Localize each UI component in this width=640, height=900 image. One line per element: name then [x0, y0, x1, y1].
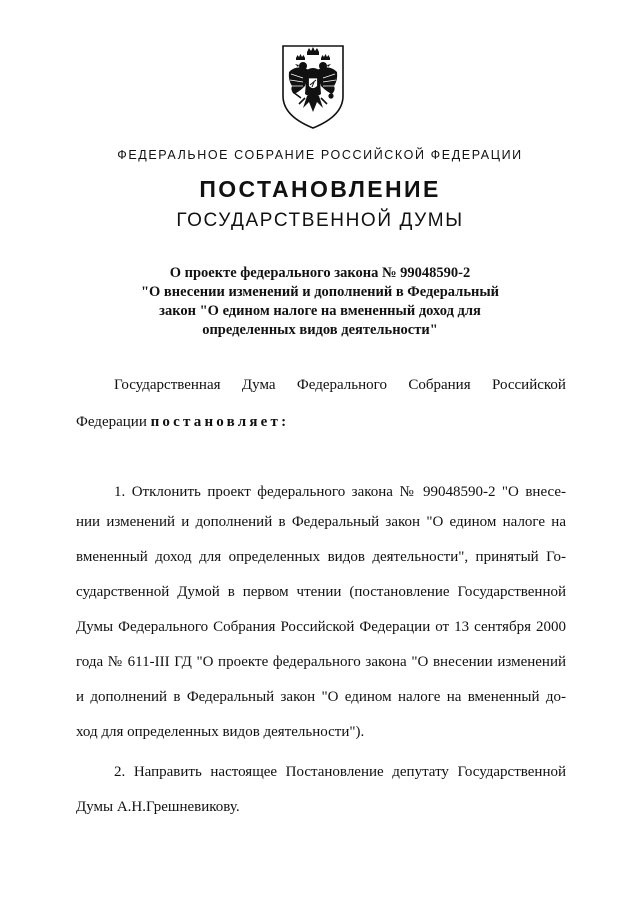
subject-line: определенных видов деятельности" [202, 322, 438, 338]
paragraph-line: сударственной Думой в первом чтении (постановление Государственной [76, 584, 566, 600]
paragraph-line: Думы Федерального Собрания Российской Федерации от 13 сентября 2000 [76, 619, 566, 635]
subject-line: "О внесении изменений и дополнений в Федеральный [140, 284, 500, 300]
subject-line: О проекте федерального закона № 99048590-2 [169, 265, 471, 281]
document-type-title: ПОСТАНОВЛЕНИЕ [199, 176, 441, 202]
paragraph-line: вмененный доход для определенных видов деятельности", принятый Го- [76, 549, 566, 565]
paragraph-line: ход для определенных видов деятельности"). [76, 724, 365, 740]
preamble-word: Федерального [296, 377, 387, 393]
decree-word: постановляет: [150, 414, 290, 430]
paragraph-line: 1. Отклонить проект федерального закона № 99048590-2 "О внесе- [114, 484, 566, 500]
issuing-body: ГОСУДАРСТВЕННОЙ ДУМЫ [176, 210, 464, 231]
paragraph-line: 2. Направить настоящее Постановление депутату Государственной [114, 764, 566, 780]
preamble-word: Собрания [408, 377, 471, 393]
preamble-line [76, 414, 289, 431]
preamble-line [114, 377, 566, 394]
paragraph-line: года № 611-III ГД "О проекте федерального закона "О внесении изменений [76, 654, 566, 670]
paragraph-line: и дополнений в Федеральный закон "О едином налоге на вмененный до- [76, 689, 566, 705]
preamble-word: Государственная [114, 377, 221, 393]
assembly-name: ФЕДЕРАЛЬНОЕ СОБРАНИЕ РОССИЙСКОЙ ФЕДЕРАЦИИ [117, 148, 523, 162]
preamble-word: Российской [492, 377, 566, 393]
paragraph-line: нии изменений и дополнений в Федеральный закон "О едином налоге на [76, 514, 566, 530]
preamble-word: Федерации [76, 414, 147, 430]
coat-of-arms-emblem [279, 42, 347, 132]
document-subject [100, 264, 540, 340]
paragraph-line: Думы А.Н.Грешневикову. [76, 799, 240, 815]
preamble-word: Дума [241, 377, 276, 393]
subject-line: закон "О едином налоге на вмененный доход для [159, 303, 481, 319]
